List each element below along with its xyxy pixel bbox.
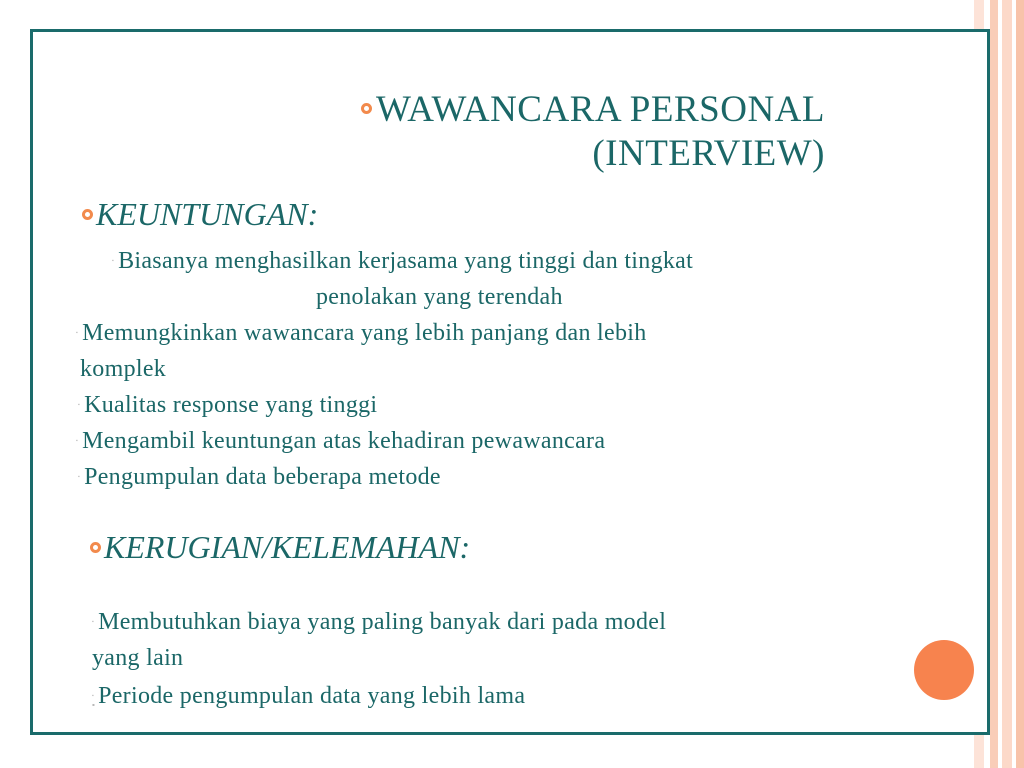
- list-item: [76, 423, 605, 460]
- list-item-text: Periode pengumpulan data yang lebih lama: [98, 683, 526, 709]
- list-item-continuation: [80, 351, 166, 387]
- section-heading-kerugian: [90, 528, 470, 566]
- bullet-marker-icon: ▪: [92, 694, 95, 700]
- title-line-2: (INTERVIEW): [592, 133, 825, 174]
- list-item: [92, 604, 666, 641]
- list-item: [78, 459, 441, 496]
- list-item-text: Mengambil keuntungan atas kehadiran pewawancara: [82, 428, 606, 454]
- list-item-continuation: [316, 279, 563, 315]
- list-item-text: Membutuhkan biaya yang paling banyak dari pada model: [98, 609, 667, 635]
- list-item-text: Biasanya menghasilkan kerjasama yang tinggi dan tingkat: [118, 248, 694, 274]
- list-item-text: Pengumpulan data beberapa metode: [84, 464, 441, 490]
- bullet-ring-icon: [82, 209, 93, 220]
- list-item: [112, 243, 693, 280]
- bullet-marker-icon: ▪: [76, 331, 79, 337]
- decorative-orange-circle: [914, 640, 974, 700]
- list-item-text: komplek: [80, 356, 167, 382]
- list-item: [92, 678, 525, 715]
- list-item: [76, 315, 647, 352]
- slide-title: [240, 88, 825, 176]
- section-heading-keuntungan: [82, 195, 318, 233]
- section-heading-label: KEUNTUNGAN:: [96, 196, 319, 232]
- bullet-marker-icon: ▪: [76, 439, 79, 445]
- section-heading-label: KERUGIAN/KELEMAHAN:: [104, 529, 471, 565]
- bullet-ring-icon: [361, 103, 372, 114]
- title-line-1: WAWANCARA PERSONAL: [375, 89, 825, 130]
- bullet-marker-icon: ▪: [78, 475, 81, 481]
- bullet-marker-icon: ▪: [92, 620, 95, 626]
- list-item-text: Memungkinkan wawancara yang lebih panjang dan lebih: [82, 320, 647, 346]
- list-item-text: Kualitas response yang tinggi: [84, 392, 378, 418]
- bullet-ring-icon: [90, 542, 101, 553]
- bullet-marker-icon: ▪: [112, 259, 115, 265]
- faint-marker-icon: ▪: [92, 702, 95, 707]
- bullet-marker-icon: ▪: [78, 403, 81, 409]
- list-item-continuation: [92, 640, 183, 676]
- list-item-text: yang lain: [92, 645, 184, 671]
- list-item-text: penolakan yang terendah: [316, 284, 563, 310]
- list-item: [78, 387, 377, 424]
